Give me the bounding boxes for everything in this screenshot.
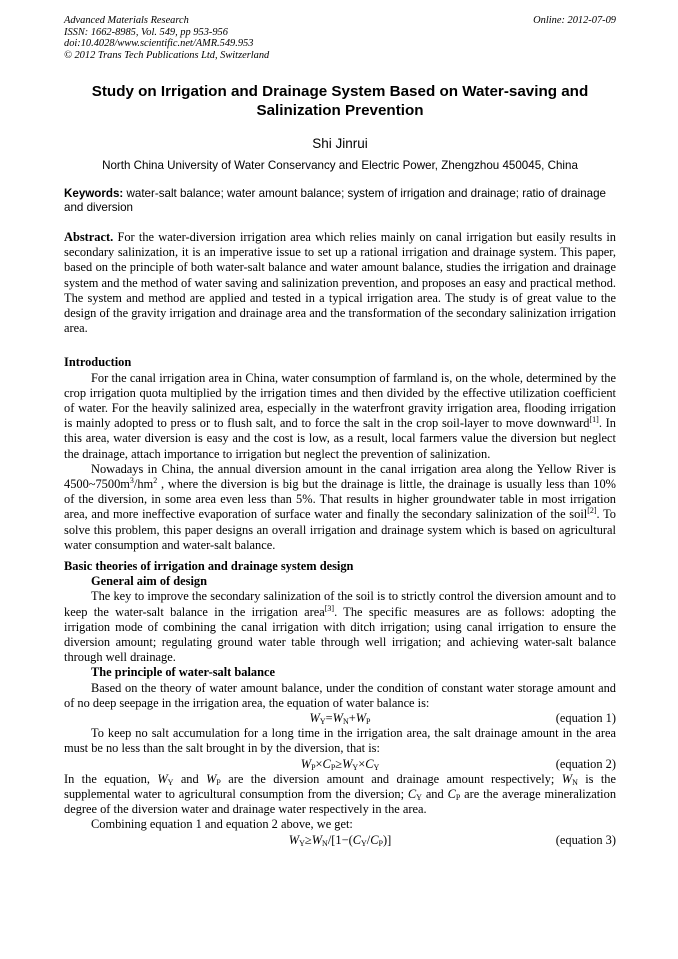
salt-balance-paragraph: To keep no salt accumulation for a long time in the irrigation area, the salt drainage amount in the area must be no less than the salt brought in by the diversion, that is: <box>64 726 616 756</box>
equation-3-expression: $W_Y\ge W_N/[1-(C_Y/C_P)]$ <box>288 832 392 848</box>
citation-ref[interactable]: [3] <box>324 603 335 613</box>
equation-2 <box>64 757 616 772</box>
water-balance-paragraph: Based on the theory of water amount balance, under the condition of constant water storage amount and of no deep seepage in the irrigation area, the equation of water balance is: <box>64 680 616 710</box>
equation-1 <box>64 711 616 726</box>
copyright-line: © 2012 Trans Tech Publications Ltd, Switzerland <box>64 50 270 62</box>
text-run: . The specific measures are as follows: adopting the irrigation mode of combining the canal irrigation with ditch irrigation; using canal irrigation to ensure the diversion amount; regulating ground water table through well irrigation; and achieving water-salt balance through well drainage. <box>64 604 617 665</box>
equation-3-label: (equation 3) <box>555 832 616 847</box>
citation-ref[interactable]: [2] <box>587 506 597 516</box>
section-heading-introduction: Introduction <box>64 355 132 370</box>
subsection-heading-general-aim: General aim of design <box>91 574 207 589</box>
author-affiliation: North China University of Water Conservancy and Electric Power, Zhengzhou 450045, China <box>102 159 578 172</box>
online-date: Online: 2012-07-09 <box>533 15 616 26</box>
spacer <box>64 336 616 349</box>
text-run: /hm <box>133 477 154 492</box>
superscript: 3 <box>129 476 134 486</box>
equation-1-expression: $W_Y=W_N+W_P$ <box>309 711 371 727</box>
equation-2-label: (equation 2) <box>555 756 616 771</box>
keywords-label: Keywords: <box>64 187 124 200</box>
equation-1-label: (equation 1) <box>555 711 616 726</box>
text-run: The key to improve the secondary salinization of the soil is to strictly control the diversion amount and to keep the water-salt balance in the irrigation area <box>64 589 616 619</box>
journal-header <box>64 15 616 62</box>
symbols-definition-paragraph: In the equation, $W_Y$ and $W_P$ are the diversion amount and drainage amount respectively; $W_N$ is the supplemental water to agricultural consumption from the diversion; $C_Y$ and $C_P$ are the average mineralization degree of the diversion water and drainage water respectively in the area. <box>64 771 617 817</box>
text-run: . To solve this problem, this paper designs an overall irrigation and drainage system which is based on agricultural water consumption and water-salt balance. <box>64 507 617 552</box>
citation-ref[interactable]: [1] <box>589 415 599 425</box>
combining-paragraph: Combining equation 1 and equation 2 above, we get: <box>91 817 353 832</box>
journal-name: Advanced Materials Research <box>64 15 189 26</box>
paper-title: Study on Irrigation and Drainage System Based on Water-saving and Salinization Prevention <box>91 83 589 119</box>
issn-line: ISSN: 1662-8985, Vol. 549, pp 953-956 <box>64 26 228 38</box>
superscript: 2 <box>153 476 158 486</box>
subsection-heading-water-salt-balance: The principle of water-salt balance <box>91 665 276 680</box>
abstract-label: Abstract. <box>64 230 114 244</box>
paper-body <box>64 230 616 848</box>
author-name: Shi Jinrui <box>312 136 368 151</box>
text-run: Nowadays in China, the annual diversion amount in the canal irrigation area along the Yellow River is 4500~7500m <box>64 461 616 492</box>
general-aim-paragraph <box>64 589 616 665</box>
keywords <box>64 187 616 215</box>
keywords-text: water-salt balance; water amount balance; system of irrigation and drainage; ratio of drainage and diversion <box>64 187 606 215</box>
intro-paragraph-1 <box>64 371 616 462</box>
section-heading-basic-theories: Basic theories of irrigation and drainage system design <box>64 559 354 574</box>
doi-line[interactable]: doi:10.4028/www.scientific.net/AMR.549.953 <box>64 38 254 50</box>
intro-paragraph-2 <box>64 462 616 553</box>
text-run: For the canal irrigation area in China, water consumption of farmland is, on the whole, determined by the crop irrigation quota multiplied by the irrigation times and then divided by the effective utilization coefficient of water. For the heavily salinized area, especially in the waterfront gravity irrigation area, flooding irrigation is mainly adopted to press or to flush salt, and to force the salt in the crop soil-layer to move downward <box>64 370 616 431</box>
equation-3 <box>64 833 616 848</box>
abstract-text: For the water-diversion irrigation area which relies mainly on canal irrigation but easily results in secondary salinization, it is an imperative issue to set up a rational irrigation and drainage system. This paper, based on the principle of both water-salt balance and water amount balance, studies the irrigation and drainage system and the method of water saving and salinization prevention, and proposes an easy and practical method. The system and method are applied and tested in a typical irrigation area. The study is of great value to the design of the gravity irrigation and drainage area and the transformation of the secondary salinization irrigation area. <box>64 230 617 336</box>
equation-2-expression: $W_P\times C_P\ge W_Y\times C_Y$ <box>300 756 380 772</box>
abstract <box>64 230 616 336</box>
text-run: . In this area, water diversion is easy and the cost is low, as a result, local farmers value the diversion but neglect the drainage, attach importance to irrigation but neglect the prevention of salinization. <box>64 416 616 461</box>
text-run: , where the diversion is big but the drainage is little, the drainage is usually less than 10% of the diversion, in some area even less than 5%. That results in higher groundwater table in most irrigation area, and more ineffective evaporation of surface water and finally the secondary salinization of the soil <box>64 477 616 522</box>
